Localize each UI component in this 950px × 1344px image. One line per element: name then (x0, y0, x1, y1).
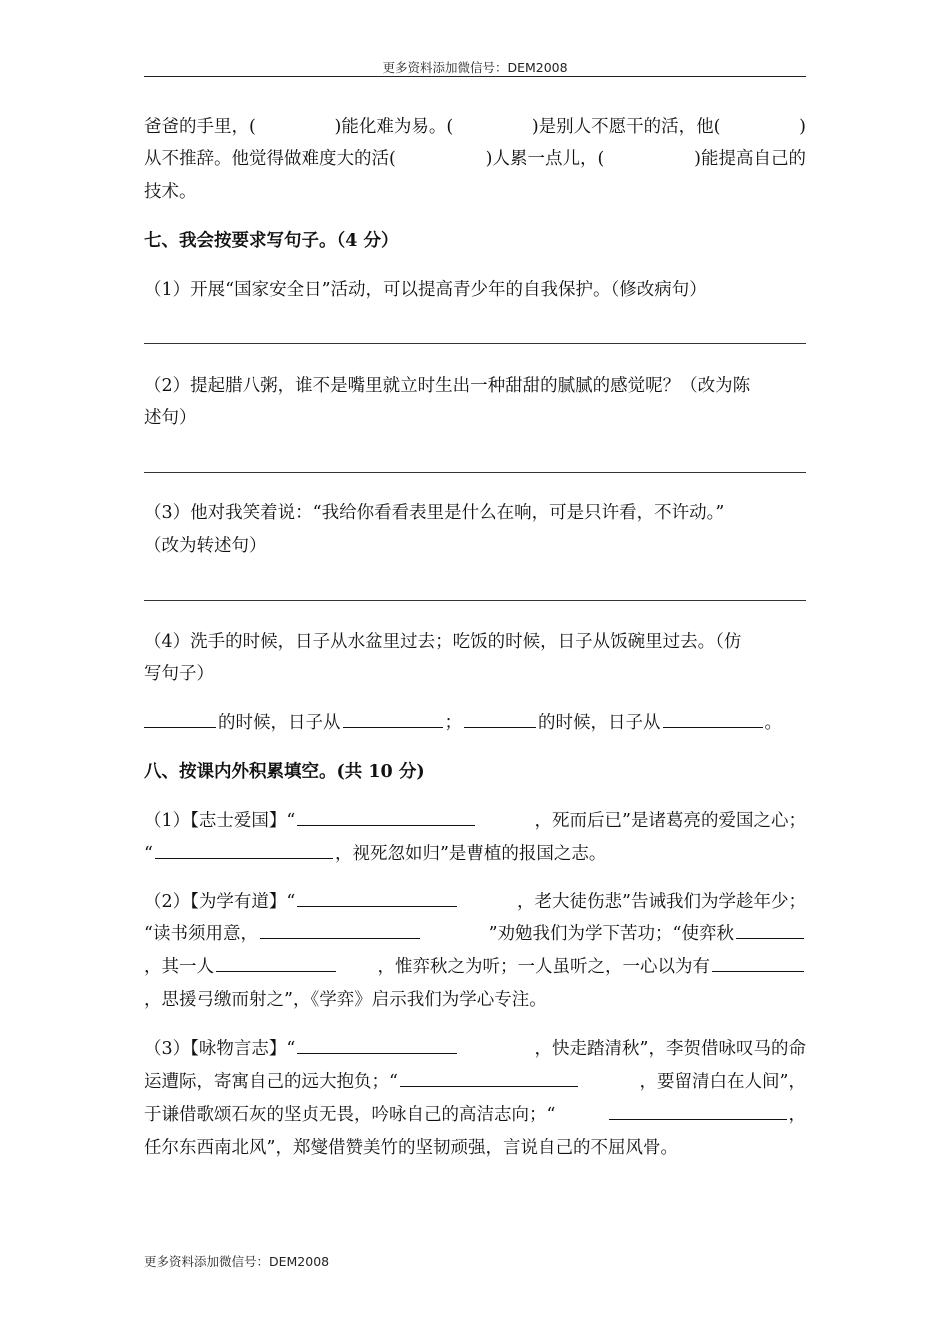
text-seg: ，快走踏清秋”，李贺借咏叹马的命 (534, 1039, 806, 1059)
text-seg: 爸爸的手里，( (144, 117, 256, 137)
section8-p3-line-3 (144, 1099, 806, 1131)
fill-blank[interactable] (400, 1068, 578, 1087)
section8-title: 八、按课内外积累填空。(共 10 分) (144, 762, 425, 782)
text-seg: （3）【咏物言志】“ (144, 1039, 296, 1059)
text-seg: ，死而后已”是诸葛亮的爱国之心； (534, 811, 806, 831)
text-seg: 。 (764, 713, 782, 733)
section8-p3-line-2 (144, 1066, 806, 1098)
fill-blank[interactable] (297, 888, 457, 907)
top-para-line-3: 技术。 (144, 182, 197, 202)
fill-blank[interactable] (216, 953, 336, 972)
text-seg: ，惟弈秋之为听；一人虽听之，一心以为有 (377, 957, 710, 977)
fill-blank[interactable] (464, 709, 536, 728)
text-seg: （2）【为学有道】“ (144, 892, 296, 912)
text-seg: )人累一点儿，( (485, 149, 605, 169)
section8-p2-line-3 (144, 951, 806, 983)
text-seg: 从不推辞。他觉得做难度大的活( (144, 149, 396, 169)
text-seg: 的时候，日子从 (218, 713, 341, 733)
section7-q4-line-1: （4）洗手的时候，日子从水盆里过去；吃饭的时候，日子从饭碗里过去。（仿 (144, 632, 742, 652)
fill-blank[interactable] (712, 953, 804, 972)
header-rule (144, 76, 806, 77)
text-seg: )是别人不愿干的活，他( (531, 117, 721, 137)
section7-q3-line-2: （改为转述句） (144, 536, 267, 556)
fill-blank[interactable] (663, 709, 763, 728)
text-seg: “读书须用意， (144, 924, 258, 944)
section7-q3-line-1: （3）他对我笑着说：“我给你看看表里是什么在响，可是只许看，不许动。” (144, 503, 725, 523)
section7-q4-fill (144, 707, 806, 739)
section8-p1-line-1 (144, 805, 806, 837)
answer-line-q1[interactable] (144, 343, 806, 344)
text-seg: ， (788, 1105, 806, 1125)
text-seg: （1）【志士爱国】“ (144, 811, 296, 831)
section8-p3-line-4: 任尔东西南北风”，郑燮借赞美竹的坚韧顽强，言说自己的不屈风骨。 (144, 1138, 678, 1158)
fill-blank[interactable] (609, 1101, 787, 1120)
section8-p3-line-1 (144, 1033, 806, 1065)
text-seg: )能提高自己的 (694, 149, 806, 169)
top-para-line-2 (144, 143, 806, 175)
fill-blank[interactable] (155, 840, 333, 859)
fill-blank[interactable] (297, 1035, 457, 1054)
fill-blank[interactable] (297, 807, 475, 826)
fill-blank[interactable] (260, 920, 420, 939)
section8-p2-line-4: ，思援弓缴而射之”，《学弈》启示我们为学心专注。 (144, 990, 547, 1010)
section8-p1-line-2 (144, 838, 806, 870)
text-seg: ) (799, 117, 806, 137)
fill-blank[interactable] (144, 709, 216, 728)
text-seg: )能化难为易。( (334, 117, 454, 137)
section8-p2-line-2 (144, 918, 806, 950)
text-seg: ，老大徒伤悲”告诫我们为学趁年少； (517, 892, 806, 912)
section7-q2-line-1: （2）提起腊八粥，谁不是嘴里就立时生出一种甜甜的腻腻的感觉呢？（改为陈 (144, 376, 751, 396)
text-seg: ”劝勉我们为学下苦功；“使弈秋 (488, 924, 734, 944)
section7-q2-line-2: 述句） (144, 408, 197, 428)
section7-q4-line-2: 写句子） (144, 664, 214, 684)
text-seg: ，其一人 (144, 957, 214, 977)
text-seg: ； (444, 713, 462, 733)
top-para-line-1 (144, 111, 806, 143)
page-footer: 更多资料添加微信号：DEM2008 (144, 1254, 330, 1269)
section8-p2-line-1 (144, 886, 806, 918)
section7-q1: （1）开展“国家安全日”活动，可以提高青少年的自我保护。（修改病句） (144, 280, 707, 300)
text-seg: “ (144, 844, 153, 864)
text-seg: 运遭际，寄寓自己的远大抱负；“ (144, 1072, 398, 1092)
answer-line-q3[interactable] (144, 600, 806, 601)
answer-line-q2[interactable] (144, 472, 806, 473)
text-seg: ，视死忽如归”是曹植的报国之志。 (334, 844, 607, 864)
fill-blank[interactable] (343, 709, 443, 728)
fill-blank[interactable] (736, 920, 804, 939)
section7-title: 七、我会按要求写句子。（4 分） (144, 231, 399, 251)
text-seg: 于谦借歌颂石灰的坚贞无畏，吟咏自己的高洁志向；“ (144, 1105, 556, 1125)
page-header: 更多资料添加微信号：DEM2008 (382, 60, 568, 75)
text-seg: ，要留清白在人间”， (639, 1072, 806, 1092)
text-seg: 的时候，日子从 (538, 713, 661, 733)
